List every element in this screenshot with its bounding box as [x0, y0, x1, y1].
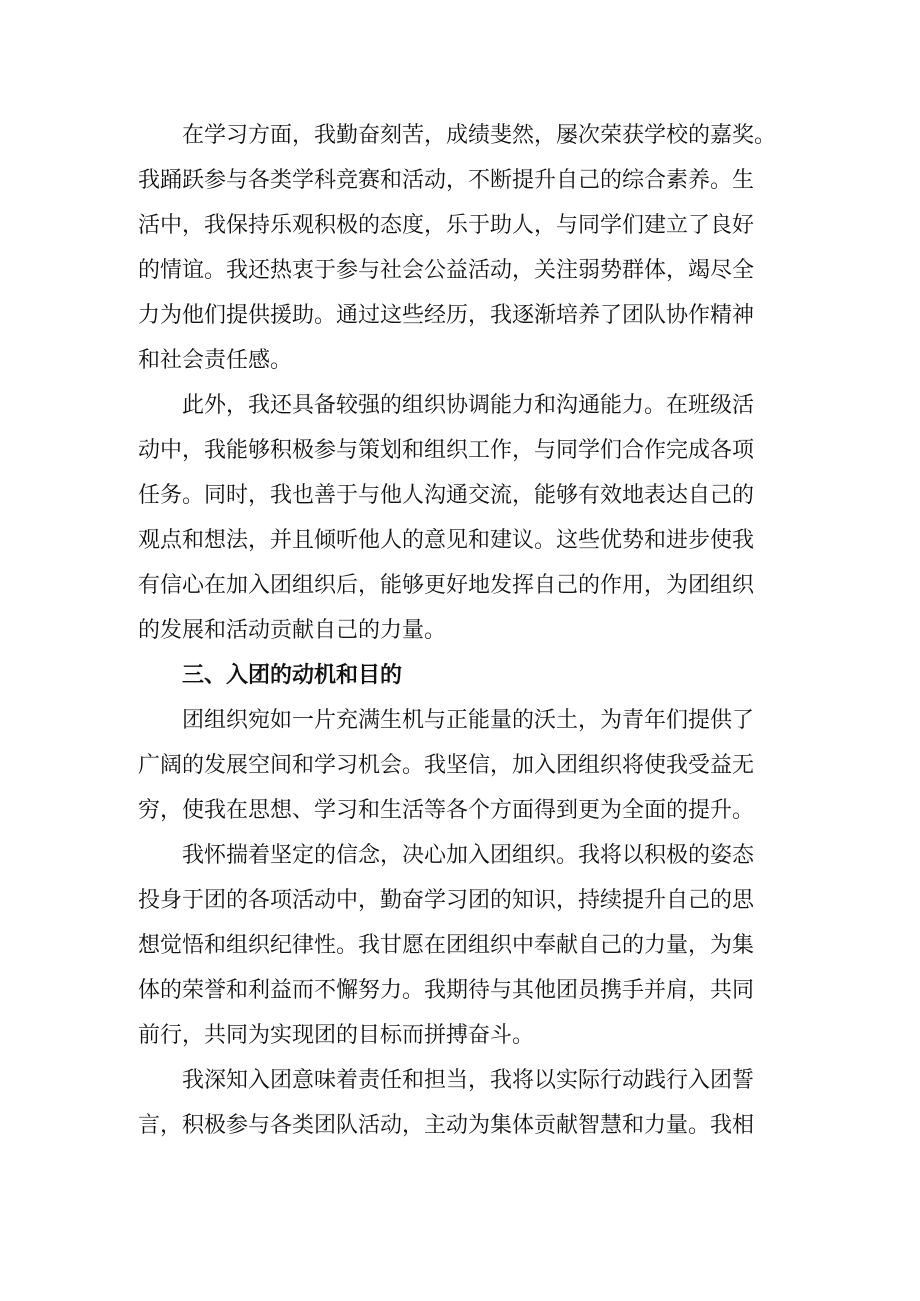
paragraph-2-line-5: 有信心在加入团组织后，能够更好地发挥自己的作用，为团组织 — [138, 573, 755, 598]
paragraph-3-line-1: 团组织宛如一片充满生机与正能量的沃土，为青年们提供了 — [182, 708, 755, 733]
paragraph-5-line-2: 言，积极参与各类团队活动，主动为集体贡献智慧和力量。我相 — [138, 1113, 755, 1138]
paragraph-2-line-1: 此外，我还具备较强的组织协调能力和沟通能力。在班级活 — [182, 393, 755, 418]
paragraph-1-line-1: 在学习方面，我勤奋刻苦，成绩斐然，屡次荣获学校的嘉奖。 — [182, 123, 777, 148]
paragraph-3-line-2: 广阔的发展空间和学习机会。我坚信，加入团组织将使我受益无 — [138, 753, 755, 778]
paragraph-1-line-2: 我踊跃参与各类学科竞赛和活动，不断提升自己的综合素养。生 — [138, 168, 755, 193]
paragraph-4-line-2: 投身于团的各项活动中，勤奋学习团的知识，持续提升自己的思 — [138, 888, 755, 913]
section-heading: 三、入团的动机和目的 — [182, 663, 403, 688]
paragraph-1-line-4: 的情谊。我还热衷于参与社会公益活动，关注弱势群体，竭尽全 — [138, 258, 755, 283]
paragraph-4-line-1: 我怀揣着坚定的信念，决心加入团组织。我将以积极的姿态 — [182, 843, 755, 868]
paragraph-4-line-3: 想觉悟和组织纪律性。我甘愿在团组织中奉献自己的力量，为集 — [138, 933, 755, 958]
paragraph-1-line-3: 活中，我保持乐观积极的态度，乐于助人，与同学们建立了良好 — [138, 213, 755, 238]
paragraph-2-line-4: 观点和想法，并且倾听他人的意见和建议。这些优势和进步使我 — [138, 528, 755, 553]
paragraph-1-line-5: 力为他们提供援助。通过这些经历，我逐渐培养了团队协作精神 — [138, 303, 755, 328]
paragraph-3-line-3: 穷，使我在思想、学习和生活等各个方面得到更为全面的提升。 — [138, 798, 755, 823]
paragraph-5-line-1: 我深知入团意味着责任和担当，我将以实际行动践行入团誓 — [182, 1068, 755, 1093]
paragraph-2-line-2: 动中，我能够积极参与策划和组织工作，与同学们合作完成各项 — [138, 438, 755, 463]
paragraph-4-line-5: 前行，共同为实现团的目标而拼搏奋斗。 — [138, 1023, 535, 1048]
document-body — [138, 113, 798, 1148]
paragraph-2-line-6: 的发展和活动贡献自己的力量。 — [138, 618, 447, 643]
paragraph-2-line-3: 任务。同时，我也善于与他人沟通交流，能够有效地表达自己的 — [138, 483, 755, 508]
paragraph-1-line-6: 和社会责任感。 — [138, 348, 293, 373]
paragraph-4-line-4: 体的荣誉和利益而不懈努力。我期待与其他团员携手并肩，共同 — [138, 978, 755, 1003]
